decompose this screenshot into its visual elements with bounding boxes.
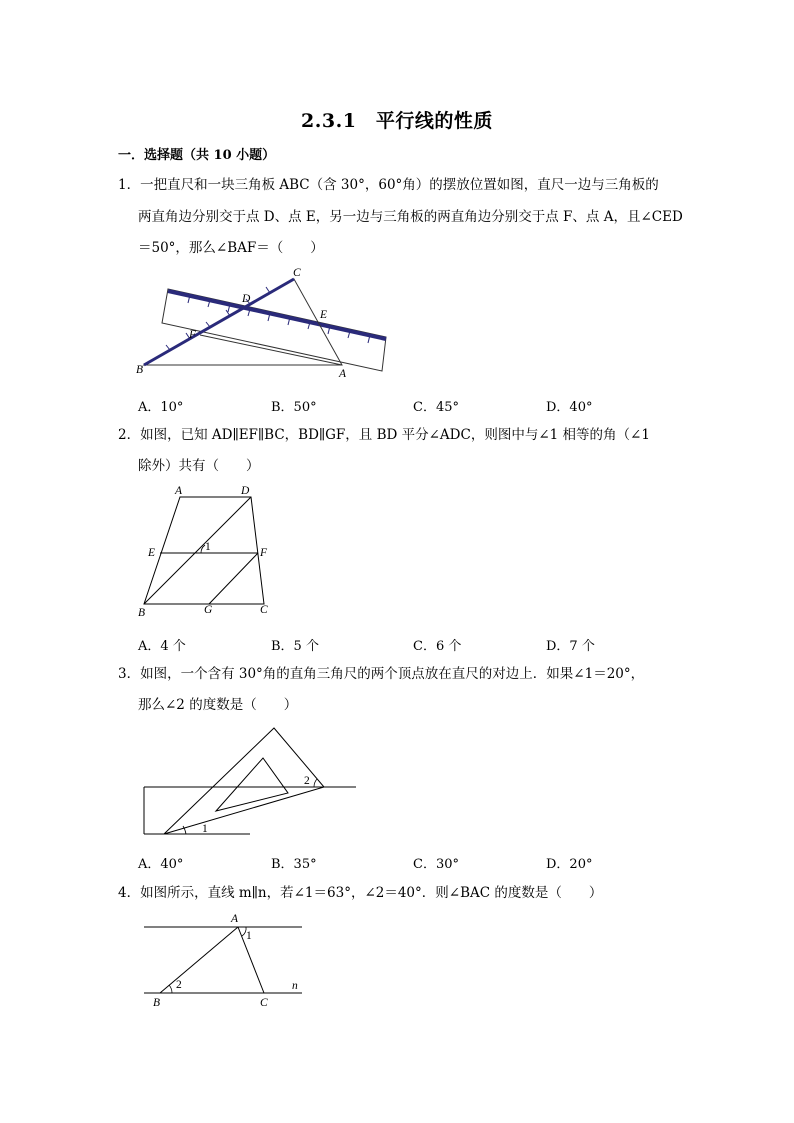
- figure-2-label-angle-1: 1: [205, 541, 211, 553]
- figure-3-label-angle-2: 2: [304, 775, 310, 787]
- question-3-option-a[interactable]: A．40°: [138, 857, 184, 872]
- question-2-line-2: 除外）共有（ ）: [138, 458, 260, 474]
- figure-2-label-a: A: [175, 485, 183, 497]
- page-title: 2.3.1 平行线的性质: [301, 110, 493, 132]
- question-1-option-c[interactable]: C．45°: [413, 400, 459, 415]
- figure-4-label-angle-1: 1: [246, 930, 252, 942]
- figure-1-label-a: A: [339, 368, 347, 380]
- figure-4-label-b: B: [153, 997, 161, 1009]
- question-3-option-b[interactable]: B．35°: [271, 857, 317, 872]
- question-4-line-1: 4．如图所示，直线 m∥n，若∠1＝63°，∠2＝40°．则∠BAC 的度数是（ ）: [118, 885, 603, 901]
- figure-1-label-c: C: [293, 267, 301, 279]
- figure-4-label-n: n: [292, 980, 298, 992]
- question-1-line-1: 1．一把直尺和一块三角板 ABC（含 30°，60°角）的摆放位置如图，直尺一边与三角板的: [118, 177, 659, 193]
- question-2-line-1: 2．如图，已知 AD∥EF∥BC，BD∥GF，且 BD 平分∠ADC，则图中与∠1 相等的角（∠1: [118, 427, 650, 443]
- question-3-option-d[interactable]: D．20°: [546, 857, 593, 872]
- figure-2-label-d: D: [241, 485, 250, 497]
- figure-2-label-c: C: [260, 604, 268, 616]
- figure-1-label-f: F: [189, 329, 197, 341]
- figure-1-label-b: B: [136, 364, 144, 376]
- figure-4-parallel-lines: [138, 908, 308, 1017]
- figure-3-set-square: [138, 722, 363, 846]
- question-2-option-a[interactable]: A．4 个: [138, 639, 186, 654]
- figure-1-ruler-triangle: [130, 265, 400, 384]
- figure-2-label-f: F: [260, 547, 268, 559]
- question-2-option-d[interactable]: D．7 个: [546, 639, 595, 654]
- question-2-option-b[interactable]: B．5 个: [271, 639, 319, 654]
- question-3-line-2: 那么∠2 的度数是（ ）: [138, 697, 298, 713]
- question-3-option-c[interactable]: C．30°: [413, 857, 459, 872]
- figure-3-label-angle-1: 1: [202, 823, 208, 835]
- figure-2-label-e: E: [148, 547, 156, 559]
- figure-1-label-d: D: [242, 293, 251, 305]
- question-1-option-a[interactable]: A．10°: [138, 400, 184, 415]
- figure-4-label-angle-2: 2: [176, 979, 182, 991]
- figure-1-label-e: E: [320, 309, 328, 321]
- figure-4-label-c: C: [260, 997, 268, 1009]
- figure-2-label-g: G: [204, 604, 213, 616]
- question-1-option-b[interactable]: B．50°: [271, 400, 317, 415]
- figure-2-label-b: B: [138, 607, 146, 619]
- figure-2-trapezoid: [135, 483, 280, 627]
- figure-4-label-a: A: [231, 913, 239, 925]
- section-heading: 一．选择题（共 10 小题）: [118, 148, 276, 163]
- question-1-option-d[interactable]: D．40°: [546, 400, 593, 415]
- question-1-line-2: 两直角边分别交于点 D、点 E，另一边与三角板的两直角边分别交于点 F、点 A，且∠CED: [138, 209, 683, 225]
- question-1-line-3: ＝50°，那么∠BAF＝（ ）: [138, 240, 324, 256]
- question-3-line-1: 3．如图，一个含有 30°角的直角三角尺的两个顶点放在直尺的对边上．如果∠1＝20°，: [118, 666, 645, 682]
- question-2-option-c[interactable]: C．6 个: [413, 639, 462, 654]
